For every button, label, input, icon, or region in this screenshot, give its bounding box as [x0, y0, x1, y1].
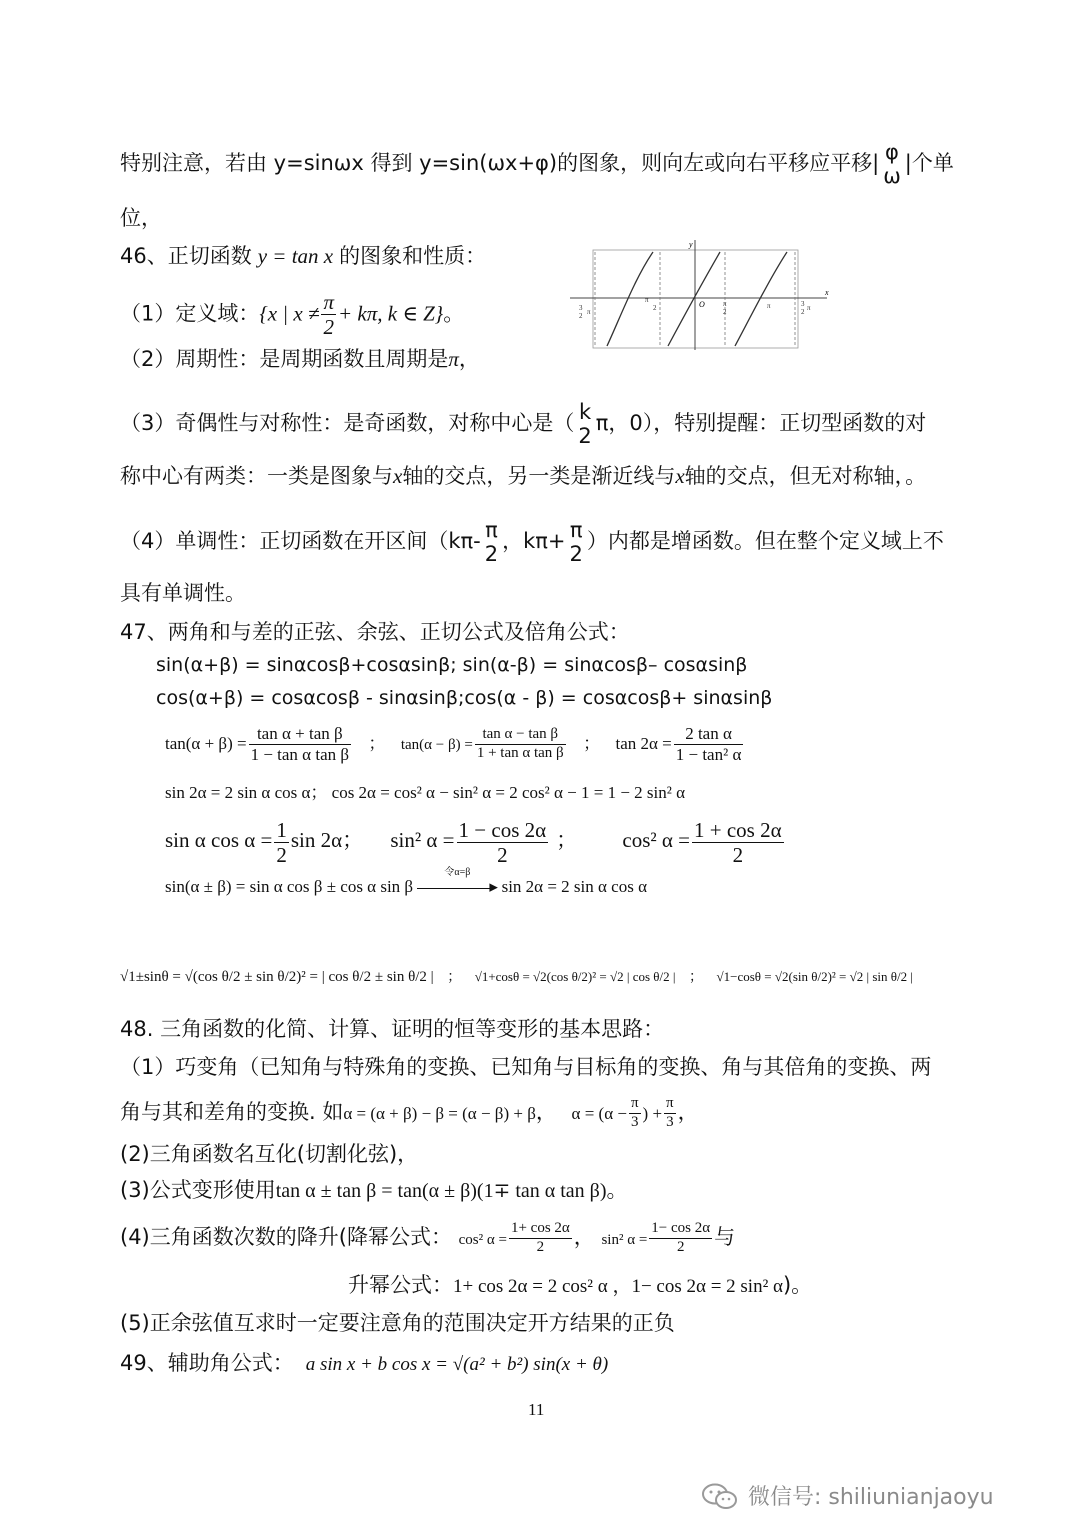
- s47-sin-formula: sin(α+β) = sinαcosβ+cosαsinβ; sin(α-β) = sinαcosβ– cosαsinβ: [156, 654, 748, 676]
- svg-text:2: 2: [801, 308, 805, 316]
- svg-text:π: π: [645, 296, 649, 304]
- s47-double-angle: sin 2α = 2 sin α cos α； cos 2α = cos² α − sin² α = 2 cos² α − 1 = 1 − 2 sin² α: [165, 783, 686, 802]
- svg-text:π: π: [767, 302, 771, 310]
- s46-period: （2）周期性：是周期函数且周期是π，: [120, 347, 480, 371]
- s48-p5: (5)正余弦值互求时一定要注意角的范围决定开方结果的正负: [120, 1311, 675, 1335]
- intro-line-2: 位，: [120, 206, 162, 230]
- page-number: 11: [528, 1400, 545, 1419]
- s48-p3: (3)公式变形使用tan α ± tan β = tan(α ± β)(1∓ tan α tan β)。: [120, 1178, 628, 1202]
- graph-origin: O: [699, 300, 705, 309]
- phi-over-omega: φ ω: [883, 140, 901, 189]
- s46-mono: （4）单调性：正切函数在开区间（kπ- π 2 ，kπ+ π 2 ）内都是增函数。但在整个定义域上不: [120, 518, 944, 567]
- s48-p1: （1）巧变角（已知角与特殊角的变换、已知角与目标角的变换、角与其倍角的变换、两: [120, 1055, 932, 1079]
- svg-text:π: π: [587, 308, 591, 316]
- svg-text:2: 2: [653, 304, 657, 312]
- s47-title: 47、两角和与差的正弦、余弦、正切公式及倍角公式：: [120, 620, 630, 644]
- s48-p1-2: 角与其和差角的变换. 如α = (α + β) − β = (α − β) + β， α = (α − $\frac{\pi}{3}$ ) + $\frac{\pi}{3}$ ，: [120, 1095, 699, 1130]
- svg-text:3: 3: [579, 304, 583, 312]
- svg-text:π: π: [723, 300, 727, 308]
- graph-curves: [607, 252, 787, 346]
- tangent-graph: [565, 238, 835, 353]
- s46-odd-2: 称中心有两类：一类是图象与x轴的交点，另一类是渐近线与x轴的交点，但无对称轴，。: [120, 464, 927, 488]
- s47-sqrt-identities: √1±sinθ = √(cos θ/2 ± sin θ/2)² = | cos θ/2 ± sin θ/2 | ； √1+cosθ = √2(cos θ/2)² = √2 | cos θ/2 | ； √1−cosθ = √2(sin θ/2)² = √2 | sin θ/2 |: [120, 969, 913, 985]
- s48-p4: (4)三角函数次数的降升(降幂公式： cos² α = $\frac{1+ \cos 2\alpha}{2}$ ， sin² α = $\frac{1- \cos 2\alpha}{2}$ 与: [120, 1220, 736, 1255]
- s48-title: 48. 三角函数的化简、计算、证明的恒等变形的基本思路：: [120, 1017, 665, 1041]
- svg-text:2: 2: [723, 308, 727, 316]
- intro-line: 特别注意，若由 y=sinωx 得到 y=sin(ωx+φ)的图象，则向左或向右平移应平移| φ ω |个单: [120, 140, 954, 189]
- wechat-icon: [700, 1481, 740, 1511]
- s49-auxiliary-angle: 49、辅助角公式： a sin x + b cos x = √(a² + b²) sin(x + θ): [120, 1351, 609, 1375]
- s48-p2: (2)三角函数名互化(切割化弦)，: [120, 1142, 419, 1166]
- s47-derivation: sin(α ± β) = sin α cos β ± cos α sin β 令α=β ▸ sin 2α = 2 sin α cos α: [165, 867, 647, 896]
- graph-x-label: x: [825, 288, 829, 297]
- svg-text:3: 3: [801, 300, 805, 308]
- svg-text:2: 2: [579, 312, 583, 320]
- s47-cos-formula: cos(α+β) = cosαcosβ - sinαsinβ;cos(α - β) = cosαcosβ+ sinαsinβ: [156, 687, 773, 709]
- s47-tan-formulas: tan(α + β) = $\frac{\text{tan α + tan β}}{\text{1 − tan α tan β}}$ ； tan(α − β) = $\frac{\text{tan α − tan β}}{\text{1 + tan α tan β}}$ ； tan 2α = $\frac{\text{2 tan α}}{\text{1 − tan² α}}$: [165, 723, 742, 764]
- s46-title: 46、正切函数 y = tan x 的图象和性质：: [120, 244, 487, 268]
- s46-mono-2: 具有单调性。: [120, 581, 246, 605]
- s46-odd: （3）奇偶性与对称性：是奇函数，对称中心是（ k 2 π，0），特别提醒：正切型函数的对: [120, 400, 927, 449]
- s48-p4-raise: 升幂公式：1+ cos 2α = 2 cos² α ，1− cos 2α = 2 sin² α)。: [348, 1273, 813, 1297]
- wechat-id: 微信号: shiliunianjaoyu: [748, 1485, 994, 1510]
- graph-y-label: y: [689, 240, 693, 249]
- s46-domain: （1）定义域：{x | x ≠ $\frac{\pi}{2}$ + kπ, k ∈ Z}。: [120, 290, 465, 340]
- wechat-watermark: [700, 1480, 994, 1511]
- svg-text:π: π: [807, 304, 811, 312]
- s47-power-reduction: sin α cos α = $\frac{1}{2}$ sin 2α； sin² α = $\frac{1 - \cos 2\alpha}{2}$ ； cos² α = $\frac{1 + \cos 2\alpha}{2}$: [165, 817, 782, 867]
